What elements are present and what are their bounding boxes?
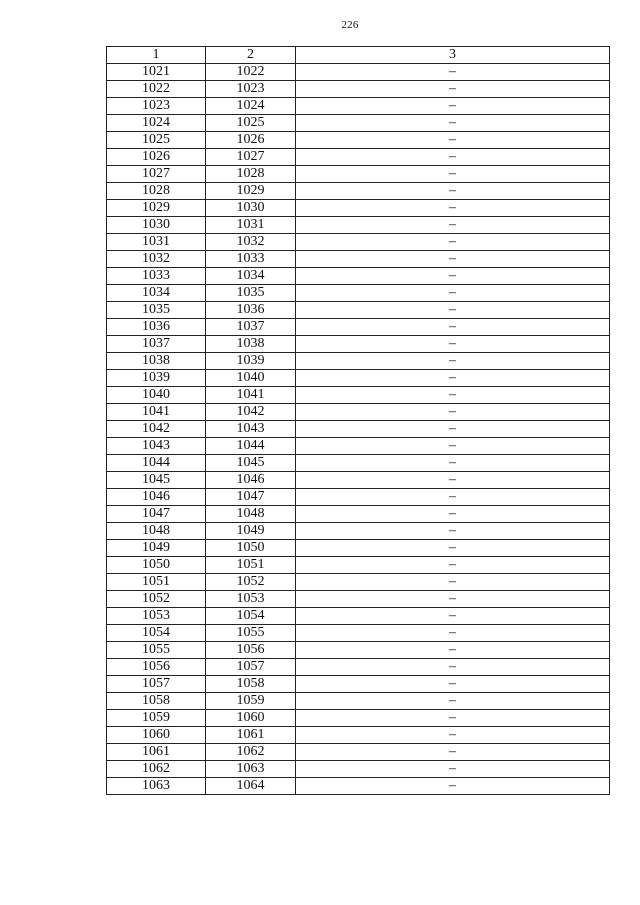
table-cell-col3: – xyxy=(296,387,610,404)
table-cell-col3: – xyxy=(296,455,610,472)
table-row xyxy=(107,472,610,489)
table-cell-col1: 1042 xyxy=(107,421,206,438)
table-cell-col2: 1063 xyxy=(206,761,296,778)
table-cell-col3: – xyxy=(296,115,610,132)
table-row xyxy=(107,778,610,795)
table-cell-col3: – xyxy=(296,200,610,217)
table-cell-col1: 1049 xyxy=(107,540,206,557)
table-row xyxy=(107,591,610,608)
table-cell-col3: – xyxy=(296,81,610,98)
table-cell-col1: 1038 xyxy=(107,353,206,370)
table-row xyxy=(107,115,610,132)
table-cell-col2: 1058 xyxy=(206,676,296,693)
table-cell-col2: 1042 xyxy=(206,404,296,421)
table-cell-col3: – xyxy=(296,336,610,353)
table-row xyxy=(107,506,610,523)
table-cell-col3: – xyxy=(296,166,610,183)
table-cell-col2: 1039 xyxy=(206,353,296,370)
table-cell-col2: 1059 xyxy=(206,693,296,710)
table-cell-col3: – xyxy=(296,574,610,591)
table-cell-col3: – xyxy=(296,608,610,625)
column-header: 1 xyxy=(107,47,206,64)
table-cell-col3: – xyxy=(296,353,610,370)
table-row xyxy=(107,319,610,336)
table-cell-col1: 1028 xyxy=(107,183,206,200)
table-cell-col1: 1059 xyxy=(107,710,206,727)
table-cell-col3: – xyxy=(296,404,610,421)
table-cell-col3: – xyxy=(296,285,610,302)
table-cell-col1: 1045 xyxy=(107,472,206,489)
table-cell-col2: 1046 xyxy=(206,472,296,489)
table-cell-col2: 1053 xyxy=(206,591,296,608)
table-cell-col3: – xyxy=(296,489,610,506)
table-cell-col2: 1055 xyxy=(206,625,296,642)
table-row xyxy=(107,642,610,659)
table-cell-col2: 1064 xyxy=(206,778,296,795)
table-cell-col1: 1027 xyxy=(107,166,206,183)
table-cell-col1: 1048 xyxy=(107,523,206,540)
table-header-row xyxy=(107,47,610,64)
table-cell-col2: 1023 xyxy=(206,81,296,98)
table-cell-col1: 1060 xyxy=(107,727,206,744)
table-cell-col1: 1030 xyxy=(107,217,206,234)
data-table xyxy=(106,46,610,795)
table-row xyxy=(107,761,610,778)
table-cell-col1: 1036 xyxy=(107,319,206,336)
table-row xyxy=(107,370,610,387)
table-cell-col2: 1024 xyxy=(206,98,296,115)
table-cell-col3: – xyxy=(296,727,610,744)
table-cell-col2: 1045 xyxy=(206,455,296,472)
table-cell-col2: 1032 xyxy=(206,234,296,251)
table-cell-col3: – xyxy=(296,251,610,268)
table-cell-col2: 1041 xyxy=(206,387,296,404)
table-cell-col3: – xyxy=(296,149,610,166)
table-body xyxy=(107,47,610,795)
table-row xyxy=(107,64,610,81)
table-row xyxy=(107,132,610,149)
table-row xyxy=(107,727,610,744)
table-cell-col2: 1062 xyxy=(206,744,296,761)
table-cell-col2: 1049 xyxy=(206,523,296,540)
table-cell-col1: 1026 xyxy=(107,149,206,166)
table-cell-col1: 1029 xyxy=(107,200,206,217)
table-cell-col2: 1027 xyxy=(206,149,296,166)
table-cell-col3: – xyxy=(296,642,610,659)
table-row xyxy=(107,438,610,455)
table-row xyxy=(107,217,610,234)
table-cell-col2: 1029 xyxy=(206,183,296,200)
table-cell-col1: 1052 xyxy=(107,591,206,608)
table-cell-col1: 1041 xyxy=(107,404,206,421)
table-cell-col2: 1044 xyxy=(206,438,296,455)
table-cell-col3: – xyxy=(296,183,610,200)
table-row xyxy=(107,574,610,591)
table-cell-col2: 1035 xyxy=(206,285,296,302)
column-header: 3 xyxy=(296,47,610,64)
table-cell-col3: – xyxy=(296,217,610,234)
table-cell-col3: – xyxy=(296,523,610,540)
table-cell-col3: – xyxy=(296,421,610,438)
table-cell-col1: 1040 xyxy=(107,387,206,404)
table-cell-col1: 1039 xyxy=(107,370,206,387)
table-cell-col2: 1026 xyxy=(206,132,296,149)
table-cell-col2: 1061 xyxy=(206,727,296,744)
table-cell-col3: – xyxy=(296,64,610,81)
table-cell-col3: – xyxy=(296,693,610,710)
table-cell-col1: 1037 xyxy=(107,336,206,353)
table-cell-col3: – xyxy=(296,98,610,115)
table-cell-col3: – xyxy=(296,591,610,608)
table-row xyxy=(107,625,610,642)
table-row xyxy=(107,659,610,676)
table-cell-col1: 1046 xyxy=(107,489,206,506)
table-cell-col2: 1047 xyxy=(206,489,296,506)
table-cell-col3: – xyxy=(296,710,610,727)
table-cell-col2: 1030 xyxy=(206,200,296,217)
table-row xyxy=(107,387,610,404)
table-cell-col1: 1022 xyxy=(107,81,206,98)
table-cell-col1: 1047 xyxy=(107,506,206,523)
table-cell-col1: 1044 xyxy=(107,455,206,472)
table-cell-col2: 1025 xyxy=(206,115,296,132)
table-cell-col3: – xyxy=(296,778,610,795)
table-cell-col1: 1031 xyxy=(107,234,206,251)
table-cell-col2: 1056 xyxy=(206,642,296,659)
table-cell-col2: 1052 xyxy=(206,574,296,591)
table-cell-col3: – xyxy=(296,744,610,761)
table-cell-col1: 1051 xyxy=(107,574,206,591)
column-header: 2 xyxy=(206,47,296,64)
table-row xyxy=(107,166,610,183)
table-row xyxy=(107,404,610,421)
table-cell-col2: 1034 xyxy=(206,268,296,285)
table-row xyxy=(107,81,610,98)
table-cell-col1: 1043 xyxy=(107,438,206,455)
table-cell-col2: 1048 xyxy=(206,506,296,523)
table-row xyxy=(107,200,610,217)
table-row xyxy=(107,540,610,557)
table-row xyxy=(107,523,610,540)
table-cell-col3: – xyxy=(296,370,610,387)
page-number: 226 xyxy=(341,19,359,31)
table-cell-col1: 1063 xyxy=(107,778,206,795)
table-row xyxy=(107,693,610,710)
table-cell-col2: 1033 xyxy=(206,251,296,268)
table-row xyxy=(107,676,610,693)
table-cell-col1: 1053 xyxy=(107,608,206,625)
table-cell-col3: – xyxy=(296,625,610,642)
table-cell-col1: 1021 xyxy=(107,64,206,81)
table-row xyxy=(107,268,610,285)
table-cell-col2: 1037 xyxy=(206,319,296,336)
table-cell-col1: 1035 xyxy=(107,302,206,319)
table-cell-col2: 1040 xyxy=(206,370,296,387)
table-cell-col1: 1061 xyxy=(107,744,206,761)
table-row xyxy=(107,183,610,200)
table-cell-col1: 1062 xyxy=(107,761,206,778)
table-cell-col3: – xyxy=(296,761,610,778)
table-cell-col2: 1022 xyxy=(206,64,296,81)
table-row xyxy=(107,302,610,319)
table-cell-col2: 1051 xyxy=(206,557,296,574)
table-cell-col1: 1023 xyxy=(107,98,206,115)
table-row xyxy=(107,353,610,370)
table-cell-col2: 1031 xyxy=(206,217,296,234)
table-row xyxy=(107,251,610,268)
table-cell-col2: 1028 xyxy=(206,166,296,183)
table-cell-col3: – xyxy=(296,302,610,319)
table-cell-col3: – xyxy=(296,132,610,149)
table-cell-col3: – xyxy=(296,234,610,251)
table-cell-col1: 1058 xyxy=(107,693,206,710)
table-row xyxy=(107,744,610,761)
table-row xyxy=(107,98,610,115)
table-cell-col2: 1054 xyxy=(206,608,296,625)
table-cell-col1: 1056 xyxy=(107,659,206,676)
table-cell-col3: – xyxy=(296,557,610,574)
table-cell-col3: – xyxy=(296,506,610,523)
table-cell-col2: 1038 xyxy=(206,336,296,353)
table-row xyxy=(107,285,610,302)
table-cell-col2: 1060 xyxy=(206,710,296,727)
table-cell-col1: 1032 xyxy=(107,251,206,268)
table-row xyxy=(107,557,610,574)
table-row xyxy=(107,234,610,251)
table-cell-col3: – xyxy=(296,540,610,557)
table-cell-col3: – xyxy=(296,472,610,489)
table-cell-col1: 1054 xyxy=(107,625,206,642)
table-cell-col1: 1033 xyxy=(107,268,206,285)
table-row xyxy=(107,489,610,506)
table-cell-col1: 1025 xyxy=(107,132,206,149)
table-cell-col1: 1024 xyxy=(107,115,206,132)
table-cell-col2: 1050 xyxy=(206,540,296,557)
table-cell-col3: – xyxy=(296,268,610,285)
table-row xyxy=(107,421,610,438)
table-cell-col2: 1057 xyxy=(206,659,296,676)
table-row xyxy=(107,608,610,625)
table-cell-col2: 1043 xyxy=(206,421,296,438)
table-cell-col1: 1050 xyxy=(107,557,206,574)
table-cell-col1: 1034 xyxy=(107,285,206,302)
table-row xyxy=(107,455,610,472)
table-row xyxy=(107,336,610,353)
table-cell-col2: 1036 xyxy=(206,302,296,319)
table-cell-col3: – xyxy=(296,659,610,676)
table-cell-col1: 1055 xyxy=(107,642,206,659)
table-cell-col1: 1057 xyxy=(107,676,206,693)
table-cell-col3: – xyxy=(296,676,610,693)
table-row xyxy=(107,149,610,166)
table-cell-col3: – xyxy=(296,319,610,336)
table-row xyxy=(107,710,610,727)
table-cell-col3: – xyxy=(296,438,610,455)
